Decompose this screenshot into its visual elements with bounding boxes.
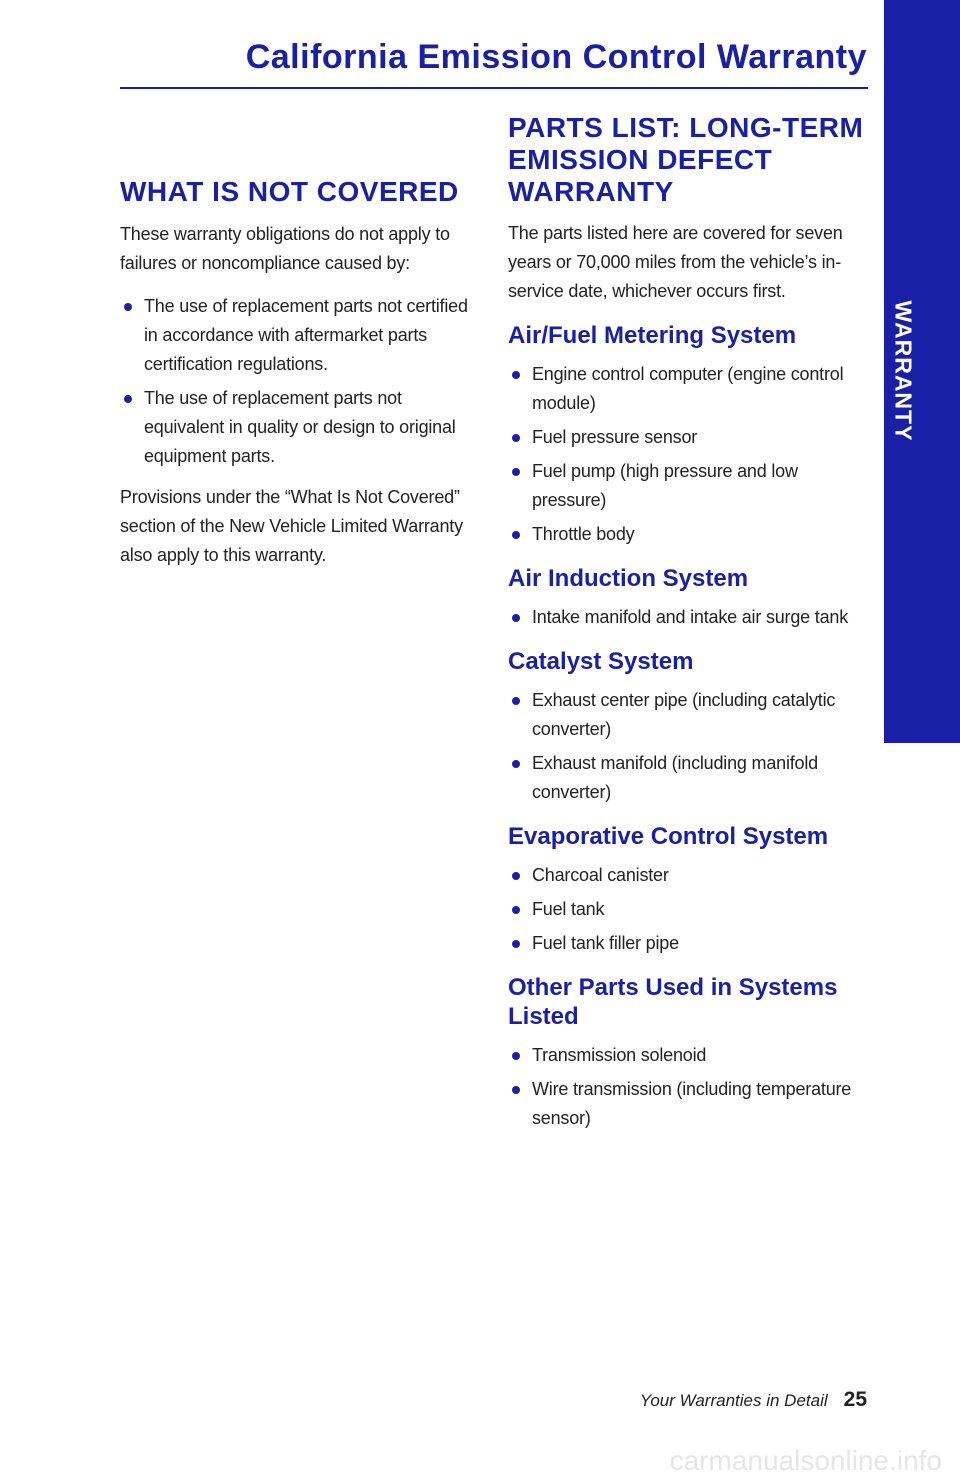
not-covered-intro: These warranty obligations do not apply to failures or noncompliance caused by: <box>120 224 450 273</box>
subsection-title-other-parts: Other Parts Used in Systems Listed <box>508 974 838 1030</box>
list-item <box>508 929 870 958</box>
bullet-icon <box>512 940 520 948</box>
parts-list-intro: The parts listed here are covered for seven years or 70,000 miles from the vehicle’s in-service date, whichever occurs first. <box>508 223 843 301</box>
bullet-icon <box>512 872 520 880</box>
bullet-icon <box>512 531 520 539</box>
not-covered-list <box>120 292 480 471</box>
left-column <box>120 176 480 570</box>
side-tab-label: WARRANTY <box>890 300 917 442</box>
subsection-title-catalyst: Catalyst System <box>508 648 694 675</box>
bullet-icon <box>512 906 520 914</box>
list-item <box>508 423 870 452</box>
evaporative-list <box>508 861 870 958</box>
list-item <box>508 360 870 418</box>
list-item-text: Transmission solenoid <box>532 1045 707 1065</box>
other-parts-list <box>508 1041 870 1133</box>
air-fuel-list <box>508 360 870 549</box>
bullet-icon <box>124 303 132 311</box>
bullet-icon <box>124 395 132 403</box>
list-item <box>120 292 480 379</box>
bullet-icon <box>512 1086 520 1094</box>
list-item <box>508 895 870 924</box>
list-item-text: Charcoal canister <box>532 865 669 885</box>
bullet-icon <box>512 371 520 379</box>
list-item-text: Intake manifold and intake air surge tank <box>532 607 848 627</box>
list-item-text: Throttle body <box>532 524 635 544</box>
section-heading-parts-list: PARTS LIST: LONG-TERM EMISSION DEFECT WARRANTY <box>508 112 864 207</box>
list-item-text: Fuel tank <box>532 899 605 919</box>
list-item-text: Fuel pressure sensor <box>532 427 698 447</box>
list-item-text: The use of replacement parts not certified in accordance with aftermarket parts certification regulations. <box>144 296 468 374</box>
watermark-text: carmanualsonline.info <box>669 1444 942 1476</box>
page-number: 25 <box>843 1388 867 1411</box>
list-item <box>508 861 870 890</box>
list-item-text: Fuel tank filler pipe <box>532 933 679 953</box>
bullet-icon <box>512 1052 520 1060</box>
list-item-text: Exhaust manifold (including manifold converter) <box>532 753 818 802</box>
right-column <box>508 112 870 1133</box>
air-induction-list <box>508 603 870 632</box>
page-title: California Emission Control Warranty <box>245 38 867 76</box>
list-item-text: The use of replacement parts not equivalent in quality or design to original equipment parts. <box>144 388 456 466</box>
list-item-text: Engine control computer (engine control module) <box>532 364 844 413</box>
subsection-title-air-induction: Air Induction System <box>508 565 749 592</box>
bullet-icon <box>512 760 520 768</box>
list-item <box>508 1075 870 1133</box>
subsection-title-air-fuel: Air/Fuel Metering System <box>508 322 797 349</box>
list-item <box>508 457 870 515</box>
bullet-icon <box>512 468 520 476</box>
list-item-text: Wire transmission (including temperature sensor) <box>532 1079 852 1128</box>
bullet-icon <box>512 434 520 442</box>
bullet-icon <box>512 614 520 622</box>
footer-text: Your Warranties in Detail <box>639 1391 828 1410</box>
list-item <box>508 1041 870 1070</box>
section-heading-not-covered: WHAT IS NOT COVERED <box>120 176 459 207</box>
bullet-icon <box>512 697 520 705</box>
list-item-text: Fuel pump (high pressure and low pressure) <box>532 461 798 510</box>
watermark <box>0 1438 960 1483</box>
page-footer <box>640 1388 867 1412</box>
list-item <box>508 686 870 744</box>
not-covered-closing: Provisions under the “What Is Not Covered” section of the New Vehicle Limited Warranty also apply to this warranty. <box>120 487 463 565</box>
list-item <box>508 603 870 632</box>
list-item <box>508 749 870 807</box>
catalyst-list <box>508 686 870 807</box>
list-item-text: Exhaust center pipe (including catalytic converter) <box>532 690 836 739</box>
title-divider <box>120 87 868 89</box>
list-item <box>120 384 480 471</box>
subsection-title-evaporative: Evaporative Control System <box>508 823 829 850</box>
list-item <box>508 520 870 549</box>
